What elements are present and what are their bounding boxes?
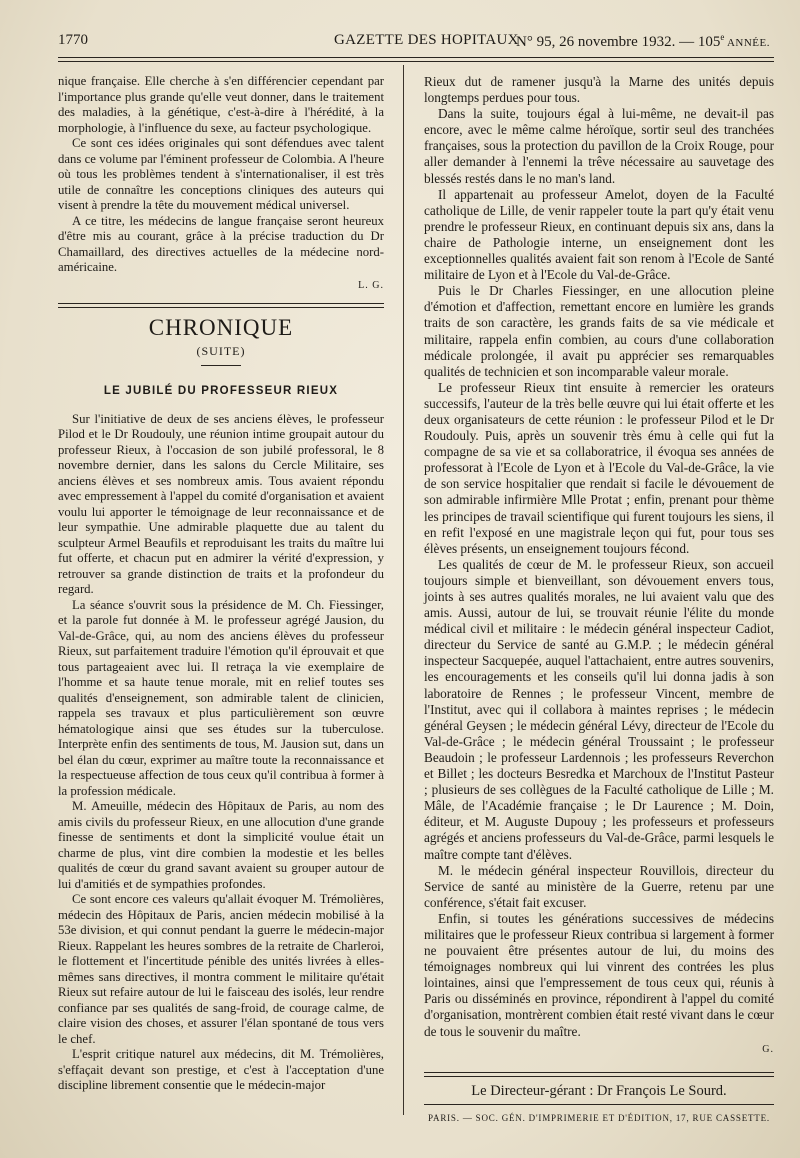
article-paragraph: M. le médecin général inspecteur Rouvillois, directeur du Service de santé au ministère de la Guerre, retenu par une conférence, s'était fait excuser.: [424, 862, 774, 910]
footer-rule: [424, 1104, 774, 1105]
article-paragraph: Les qualités de cœur de M. le professeur Rieux, son accueil toujours simple et bienveillant, son dévouement envers tous, joints à ses autres qualités morales, ne lui avaient valu que des amis. Aussi, autour de lui, se trouvait réunie l'élite du monde médical civil et militaire : le médecin général inspecteur Cadiot, directeur du Service de santé au G.M.P. ; le médecin général inspecteur Sacquepée, auquel l'attachaient, entre autres souvenirs, les encouragements et les conseils qu'il lui donna jadis à son laboratoire de Rennes ; le professeur Vincent, membre de l'Institut, avec qui il collabora à maintes reprises ; le médecin général Geysen ; le médecin général Lévy, directeur de l'Ecole du Val-de-Grâce ; le médecin général Troussaint ; le professeur Beaudoin ; le professeur Lardennois ; les professeurs Reverchon et Billet ; les docteurs Besredka et Marchoux de l'Institut Pasteur ; plusieurs de ses collègues de la Faculté catholique de Lille ; M. Mâle, de l'Académie française ; le Dr Laurence ; M. Doin, éditeur, et M. Auguste Dupouy ; les professeurs et professeurs agrégés et anciens professeurs du Val-de-Grâce, parmi lesquels le maître compte tant d'élèves.: [424, 556, 774, 862]
article-paragraph: Rieux dut de ramener jusqu'à la Marne des unités depuis longtemps perdues pour tous.: [424, 74, 774, 106]
annee-label: ANNÉE.: [724, 37, 770, 49]
article-paragraph: Sur l'initiative de deux de ses anciens élèves, le professeur Pilod et le Dr Roudouly, une réunion intime groupait autour du professeur Rieux, à l'occasion de son jubilé professoral, le 8 novembre dernier, dans les salons du Cercle Militaire, ses anciens élèves et ses nombreux amis. Tous avaient répondu avec empressement à l'appel du comité d'organisation et avaient voulu lui apporter le témoignage de leur reconnaissance et de leur sympathie. Une admirable plaquette due au talent du sculpteur Armel Beaufils et reproduisant les traits du maître lui fut offerte, et chacun put en admirer la vérité d'expression, y retrouver sa grande distinction de traits et la profondeur du regard.: [58, 411, 384, 596]
header-rule-2: [58, 61, 774, 62]
article-paragraph: Enfin, si toutes les générations successives de médecins militaires que le professeur Rieux contribua si largement à former ne pouvaient être présentes autour de lui, du moins des témoignages nombreux qui lui vinrent des contrées les plus lointaines, ainsi que l'empressement de tous ceux qui, réunis à Paris ou disséminés en province, répondirent à l'appel du comité d'organisation, montrèrent combien était resté vivant dans le cœur de tous le souvenir du maître.: [424, 910, 774, 1039]
footer-double-rule: [424, 1072, 774, 1077]
intro-signature: L. G.: [358, 279, 384, 291]
article-paragraph: L'esprit critique naturel aux médecins, dit M. Trémolières, s'effaçait devant son prestige, et c'est à l'acceptation d'une discipline librement consentie que le médecin-major: [58, 1047, 384, 1092]
section-title: CHRONIQUE: [148, 315, 294, 340]
left-column: [58, 74, 384, 1094]
intro-paragraph: A ce titre, les médecins de langue française seront heureux d'être mis au courant, grâce à la précise traduction du Dr Chamaillard, des directives actuelles de la médecine nord-américaine.: [58, 213, 384, 274]
article-title: LE JUBILÉ DU PROFESSEUR RIEUX: [103, 385, 339, 397]
article-paragraph: Ce sont encore ces valeurs qu'allait évoquer M. Trémolières, médecin des Hôpitaux de Paris, ancien médecin mobilisé à la 53e division, et qui connut pendant la guerre le médecin-major Rieux. Rappelant les heures sombres de la retraite de Charleroi, le flottement et l'incertitude pénible des unités livrées à elles-mêmes sans directives, il montra comment le militaire qu'était Rieux sut refaire autour de lui le faisceau des isolés, leur rendre confiance par ses qualités de sang-froid, de courage calme, de claire vision des choses, et assurer l'élan spontané de tous vers le chef.: [58, 892, 384, 1046]
issue-info: [516, 32, 770, 51]
article-paragraph: Il appartenait au professeur Amelot, doyen de la Faculté catholique de Lille, de venir rappeler toute la part qu'y était venu prendre le professeur Rieux, en continuant depuis six ans, dans la chaire de Pathologie interne, un enseignement dont les exceptionnelles qualités avaient fait son renom à l'Ecole de Santé militaire de Lyon et à l'Ecole du Val-de-Grâce.: [424, 186, 774, 283]
page-header: [58, 30, 770, 52]
journal-title: GAZETTE DES HOPITAUX: [334, 32, 519, 48]
article-paragraph: La séance s'ouvrit sous la présidence de M. Ch. Fiessinger, et la parole fut donnée à M. le professeur agrégé Jausion, du Val-de-Grâce, qui, au nom des anciens élèves du professeur Rieux, sut parfaitement traduire l'émotion qu'il éprouvait et que tous partageaient avec lui. Il retraça la vie exemplaire de l'homme et sa haute tenue morale, mit en relief toutes ses qualités d'enseignement, son admirable talent de clinicien, rappela ses travaux et plus particulièrement son œuvre hématologique ainsi que ses études sur la tuberculose. Interprète enfin des sentiments de tous, M. Jausion sut, dans un bel élan du cœur, exprimer au maître toute la reconnaissance et la respectueuse affection de tous ceux qu'il contribua à former à la profession médicale.: [58, 597, 384, 798]
article-signature: G.: [762, 1043, 774, 1055]
article-paragraph: Dans la suite, toujours égal à lui-même, ne devait-il pas encore, avec le même calme héroïque, sortir seul des tranchées françaises, sous la protection du pavillon de la Croix Rouge, pour aller demander à l'ennemi la trêve nécessaire au sauvetage des blessés restés dans le no man's land.: [424, 106, 774, 186]
annee-ordinal: e: [720, 32, 725, 42]
column-divider: [403, 65, 404, 1115]
page-number: 1770: [58, 32, 88, 48]
article-paragraph: Le professeur Rieux tint ensuite à remercier les orateurs successifs, l'auteur de la très belle œuvre qui lui était offerte et les deux organisateurs de cette réunion : le professeur Pilod et le Dr Roudouly. Puis, après un souvenir très ému à celle qui fut la compagne de sa vie et sa collaboratrice, il évoqua ses années de professorat à l'Ecole de Lyon et à l'Ecole du Val-de-Grâce, la vie de son service hospitalier que rendait si facile le dévouement de son admirable infirmière Mlle Protat ; enfin, prenant pour thème les principes de travail scientifique qui furent toujours les siens, il en refit l'exposé en une magistrale leçon qui fut, pour tous ses élèves présents, un enseignement toujours fécond.: [424, 379, 774, 556]
intro-paragraph: Ce sont ces idées originales qui sont défendues avec talent dans ce volume par l'éminent professeur de Colombia. A l'heure où tous les problèmes tendent à s'internationaliser, il est très utile de connaître les conceptions cliniques des auteurs qui visent à prendre la tête du mouvement médical universel.: [58, 136, 384, 212]
header-rule: [58, 57, 774, 58]
director-line: Le Directeur-gérant : Dr François Le Sourd.: [471, 1083, 727, 1099]
article-paragraph: Puis le Dr Charles Fiessinger, en une allocution pleine d'émotion et d'affection, remettant encore en lumière les grands traits de son caractère, les grands faits de sa vie médicale et militaire, rappela enfin combien, au cours d'une collaboration médicale prolongée, il avait pu apprécier ses remarquables qualités de technicien et son incomparable valeur morale.: [424, 283, 774, 379]
intro-paragraph: nique française. Elle cherche à s'en différencier cependant par l'importance plus grande qu'elle veut donner, dans le traitement des maladies, à la génétique, c'est-à-dire à l'hérédité, à la morphologie, à l'influence du sexe, au facteur psychologique.: [58, 74, 384, 135]
issue-number-date: N° 95, 26 novembre 1932. — 105: [516, 34, 721, 50]
right-column: [424, 74, 774, 1058]
page-footer: [424, 1072, 774, 1123]
section-double-rule: [58, 303, 384, 308]
short-rule: [201, 365, 241, 366]
article-paragraph: M. Ameuille, médecin des Hôpitaux de Paris, au nom des amis civils du professeur Rieux, en une allocution d'une grande finesse de sentiments et dont la simplicité voulue était un charme de plus, vint dire combien la modestie et les belles qualités de cœur du grand savant avaient su grouper autour de lui d'amitiés et de sympathies profondes.: [58, 799, 384, 891]
printer-line: PARIS. — SOC. GÉN. D'IMPRIMERIE ET D'ÉDITION, 17, RUE CASSETTE.: [428, 1113, 770, 1123]
section-subtitle: (SUITE): [196, 343, 246, 358]
